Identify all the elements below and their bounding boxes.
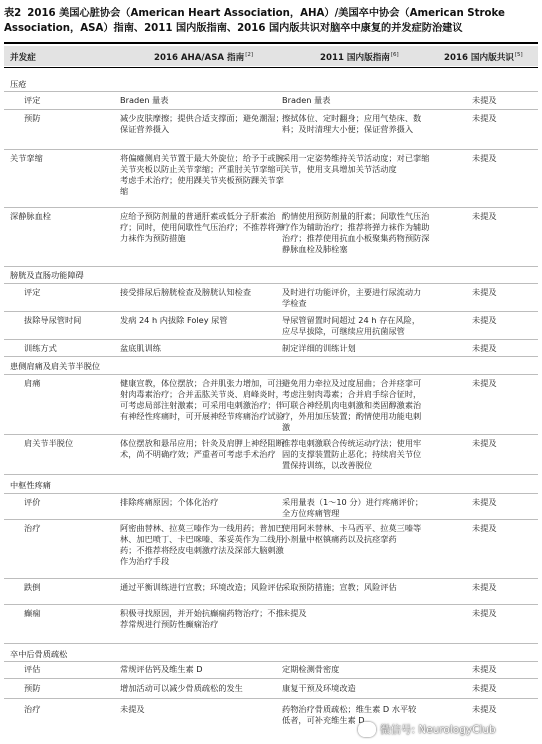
row-divider xyxy=(4,604,538,605)
row-divider xyxy=(4,283,538,284)
row-divider xyxy=(4,678,538,679)
table-caption xyxy=(4,6,538,36)
top-rule xyxy=(4,42,538,44)
wechat-icon xyxy=(358,722,376,737)
row-divider xyxy=(4,374,538,375)
row-divider xyxy=(4,207,538,208)
table-title: 2016 美国心脏协会（American Heart Association，AHA）/美国卒中协会（American Stroke Association，ASA）指南、2011 国内版指南、2016 国内版共识对脑卒中康复的并发症防治建议 xyxy=(4,8,505,34)
row-divider xyxy=(4,91,538,92)
row-divider xyxy=(4,643,538,644)
row-divider xyxy=(4,434,538,435)
row-divider xyxy=(4,578,538,579)
header-2011-guideline: 2011 国内版指南[6] xyxy=(320,52,399,63)
header-2016-consensus: 2016 国内版共识[5] xyxy=(444,52,523,63)
header-aha-asa: 2016 AHA/ASA 指南[2] xyxy=(154,52,254,63)
row-divider xyxy=(4,698,538,699)
table-header xyxy=(4,46,538,66)
watermark xyxy=(358,720,536,738)
row-divider xyxy=(4,356,538,357)
row-divider xyxy=(4,519,538,520)
row-divider xyxy=(4,661,538,662)
row-divider xyxy=(4,493,538,494)
row-divider xyxy=(4,109,538,110)
watermark-text: 微信号: NeurologyClub xyxy=(380,723,496,736)
row-divider xyxy=(4,339,538,340)
header-rule xyxy=(4,67,538,68)
header-complication: 并发症 xyxy=(10,53,36,63)
row-divider xyxy=(4,266,538,267)
row-divider xyxy=(4,149,538,150)
table-number: 表2 xyxy=(4,8,22,19)
row-divider xyxy=(4,474,538,475)
row-divider xyxy=(4,311,538,312)
